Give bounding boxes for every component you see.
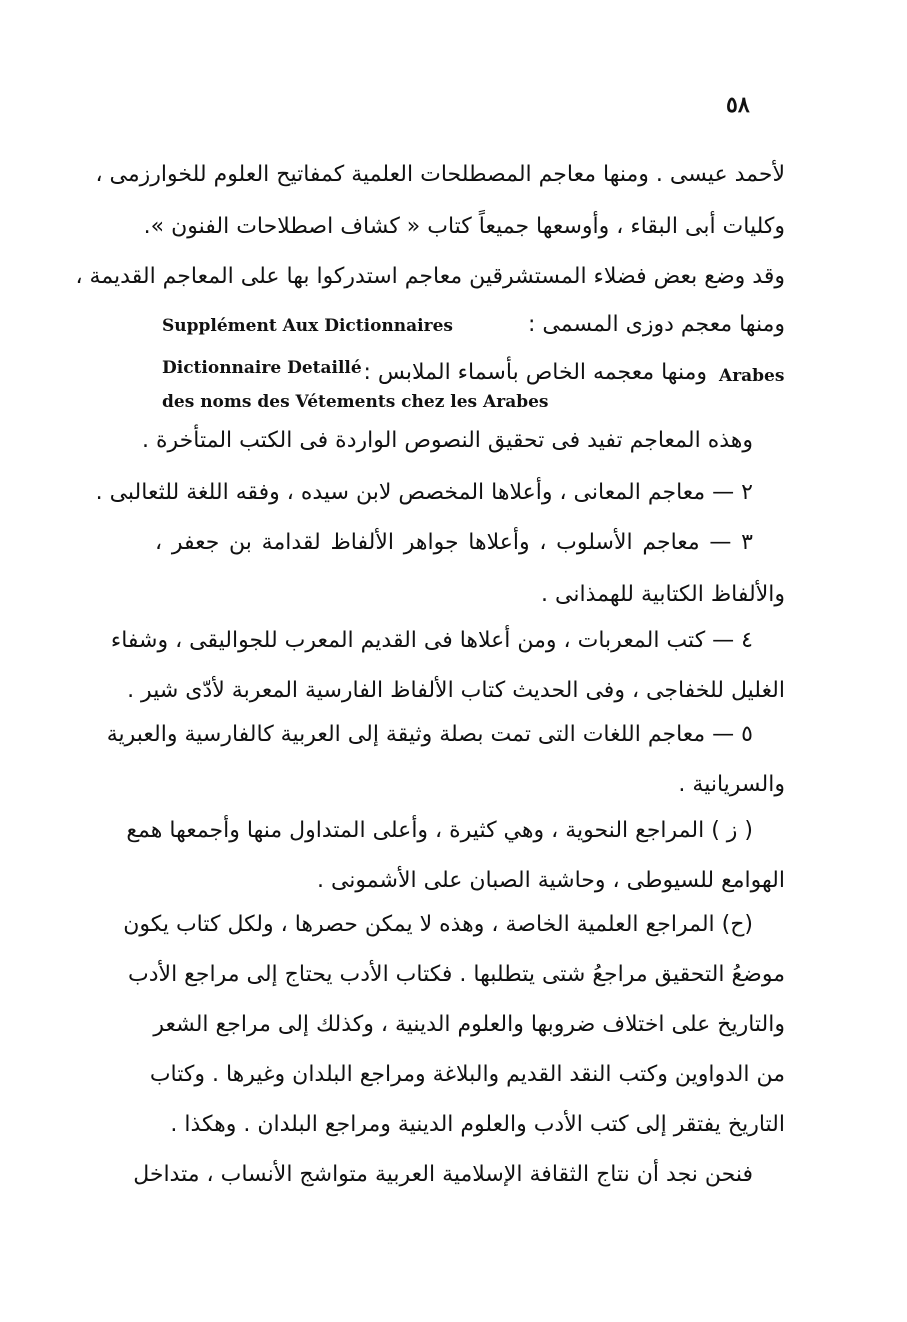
text-line-13: والسريانية . — [678, 772, 785, 797]
text-line-8: ٣ — معاجم الأسلوب ، وأعلاها جواهر الألفاظ لقدامة بن جعفر ، — [155, 530, 753, 555]
text-line-21: فنحن نجد أن نتاج الثقافة الإسلامية العربية متواشج الأنساب ، متداخل — [133, 1162, 753, 1187]
text-line-1: لأحمد عيسى . ومنها معاجم المصطلحات العلمية كمفاتيح العلوم للخوارزمى ، — [95, 162, 785, 187]
text-line-9: والألفاظ الكتابية للهمذانى . — [541, 582, 785, 607]
text-line-20: التاريخ يفتقر إلى كتب الأدب والعلوم الدينية ومراجع البلدان . وهكذا . — [170, 1112, 785, 1137]
text-line-2: وكليات أبى البقاء ، وأوسعها جميعاً كتاب « كشاف اصطلاحات الفنون ». — [143, 214, 785, 239]
latin-dozy-title: Supplément Aux Dictionnaires — [162, 316, 453, 336]
text-line-18: والتاريخ على اختلاف ضروبها والعلوم الدينية ، وكذلك إلى مراجع الشعر — [153, 1012, 785, 1037]
text-line-6: وهذه المعاجم تفيد فى تحقيق النصوص الواردة فى الكتب المتأخرة . — [142, 428, 753, 453]
text-line-16: (ح) المراجع العلمية الخاصة ، وهذه لا يمكن حصرها ، ولكل كتاب يكون — [123, 912, 753, 937]
text-line-15: الهوامع للسيوطى ، وحاشية الصبان على الأشمونى . — [316, 868, 785, 893]
text-line-4: ومنها معجم دوزى المسمى : — [528, 312, 785, 337]
text-line-14: ( ز ) المراجع النحوية ، وهي كثيرة ، وأعلى المتداول منها وأجمعها همع — [126, 818, 753, 843]
text-line-17: موضعُ التحقيق مراجعُ شتى يتطلبها . فكتاب الأدب يحتاج إلى مراجع الأدب — [128, 962, 785, 987]
text-line-11: الغليل للخفاجى ، وفى الحديث كتاب الألفاظ الفارسية المعربة لأدّى شير . — [127, 678, 785, 703]
text-line-5: ومنها معجمه الخاص بأسماء الملابس : — [363, 360, 707, 385]
text-line-19: من الدواوين وكتب النقد القديم والبلاغة ومراجع البلدان وغيرها . وكتاب — [149, 1062, 785, 1087]
latin-vetements-line2: des noms des Vétements chez les Arabes — [162, 392, 549, 412]
text-line-7: ٢ — معاجم المعانى ، وأعلاها المخصص لابن سيده ، وفقه اللغة للثعالبى . — [95, 480, 753, 505]
text-line-12: ٥ — معاجم اللغات التى تمت بصلة وثيقة إلى العربية كالفارسية والعبرية — [106, 722, 753, 747]
latin-vetements-line1: Dictionnaire Detaillé — [162, 358, 362, 378]
page-number: ٥٨ — [726, 92, 750, 118]
text-line-3: وقد وضع بعض فضلاء المستشرقين معاجم استدركوا بها على المعاجم القديمة ، — [75, 264, 785, 289]
latin-arabes: Arabes — [719, 366, 785, 386]
text-line-10: ٤ — كتب المعربات ، ومن أعلاها فى القديم المعرب للجواليقى ، وشفاء — [110, 628, 753, 653]
